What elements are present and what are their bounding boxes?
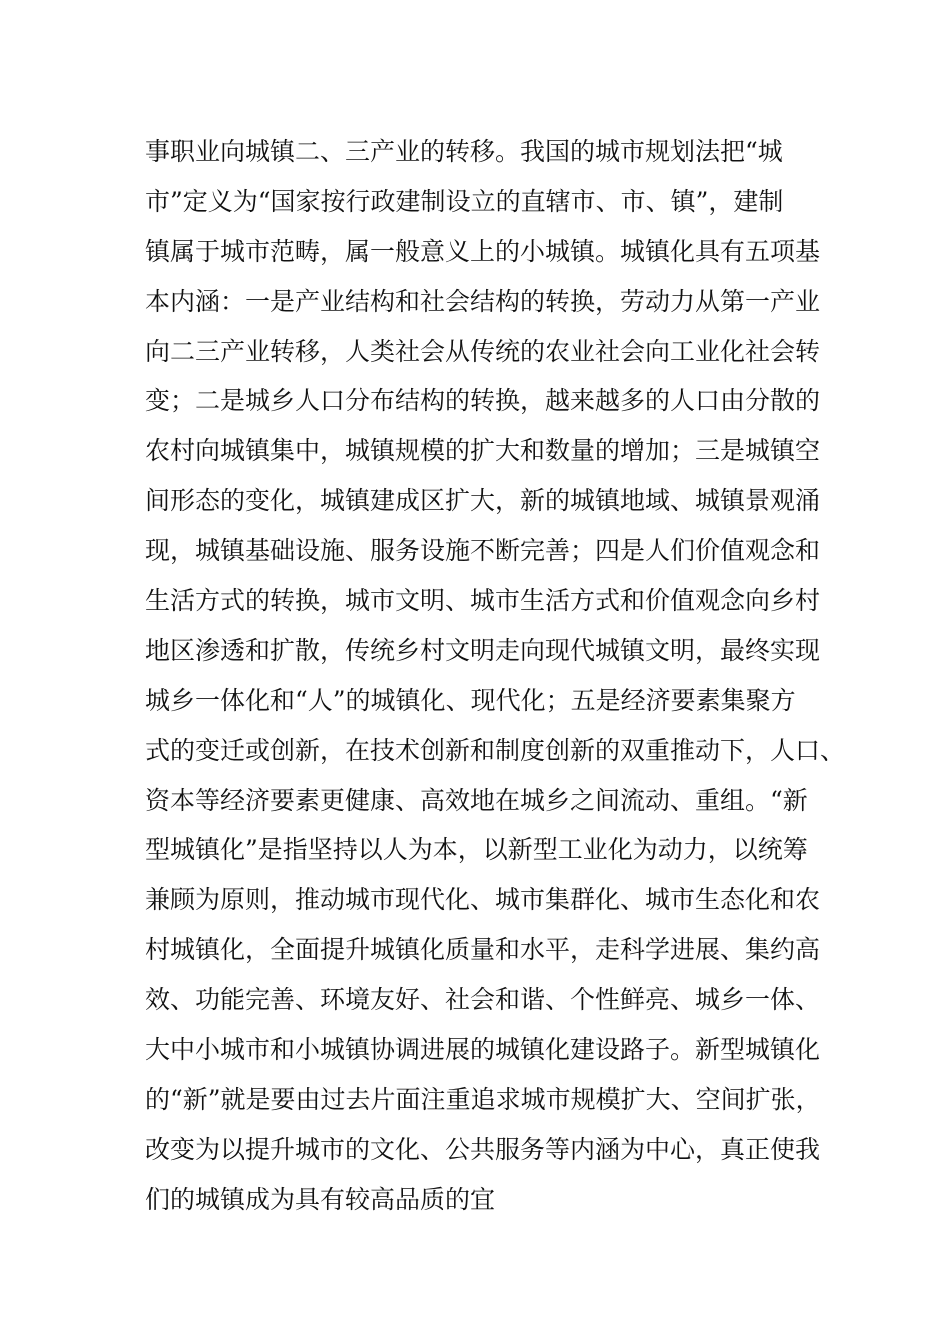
text-line: 村城镇化，全面提升城镇化质量和水平，走科学进展、集约高 [145,935,821,965]
text-line: 效、功能完善、环境友好、社会和谐、个性鲜亮、城乡一体、 [145,985,821,1015]
text-line: 大中小城市和小城镇协调进展的城镇化建设路子。新型城镇化 [145,1035,821,1065]
text-line: 兼顾为原则，推动城市现代化、城市集群化、城市生态化和农 [145,885,821,915]
text-line: 改变为以提升城市的文化、公共服务等内涵为中心，真正使我 [145,1134,821,1164]
text-line: 变；二是城乡人口分布结构的转换，越来越多的人口由分散的 [145,386,821,416]
text-line: 资本等经济要素更健康、高效地在城乡之间流动、重组。“新 [145,785,808,815]
text-line: 地区渗透和扩散，传统乡村文明走向现代城镇文明，最终实现 [145,635,821,665]
text-line: 镇属于城市范畴，属一般意义上的小城镇。城镇化具有五项基 [145,236,821,266]
text-line: 现，城镇基础设施、服务设施不断完善；四是人们价值观念和 [145,536,821,566]
text-line: 间形态的变化，城镇建成区扩大，新的城镇地域、城镇景观涌 [145,486,821,516]
text-line: 生活方式的转换，城市文明、城市生活方式和价值观念向乡村 [145,586,821,616]
text-line: 城乡一体化和“人”的城镇化、现代化；五是经济要素集聚方 [145,685,796,715]
text-line: 型城镇化”是指坚持以人为本，以新型工业化为动力，以统筹 [145,835,808,865]
text-line: 们的城镇成为具有较高品质的宜 [145,1184,496,1214]
body-paragraph [145,132,845,1230]
text-line: 向二三产业转移，人类社会从传统的农业社会向工业化社会转 [145,336,821,366]
text-line: 的“新”就是要由过去片面注重追求城市规模扩大、空间扩张， [145,1084,821,1114]
text-line: 本内涵：一是产业结构和社会结构的转换，劳动力从第一产业 [145,286,821,316]
text-line: 市”定义为“国家按行政建制设立的直辖市、市、镇”，建制 [145,186,784,216]
text-line: 式的变迁或创新，在技术创新和制度创新的双重推动下，人口、 [145,735,846,765]
text-line: 事职业向城镇二、三产业的转移。我国的城市规划法把“城 [145,137,783,166]
text-line: 农村向城镇集中，城镇规模的扩大和数量的增加；三是城镇空 [145,436,821,466]
